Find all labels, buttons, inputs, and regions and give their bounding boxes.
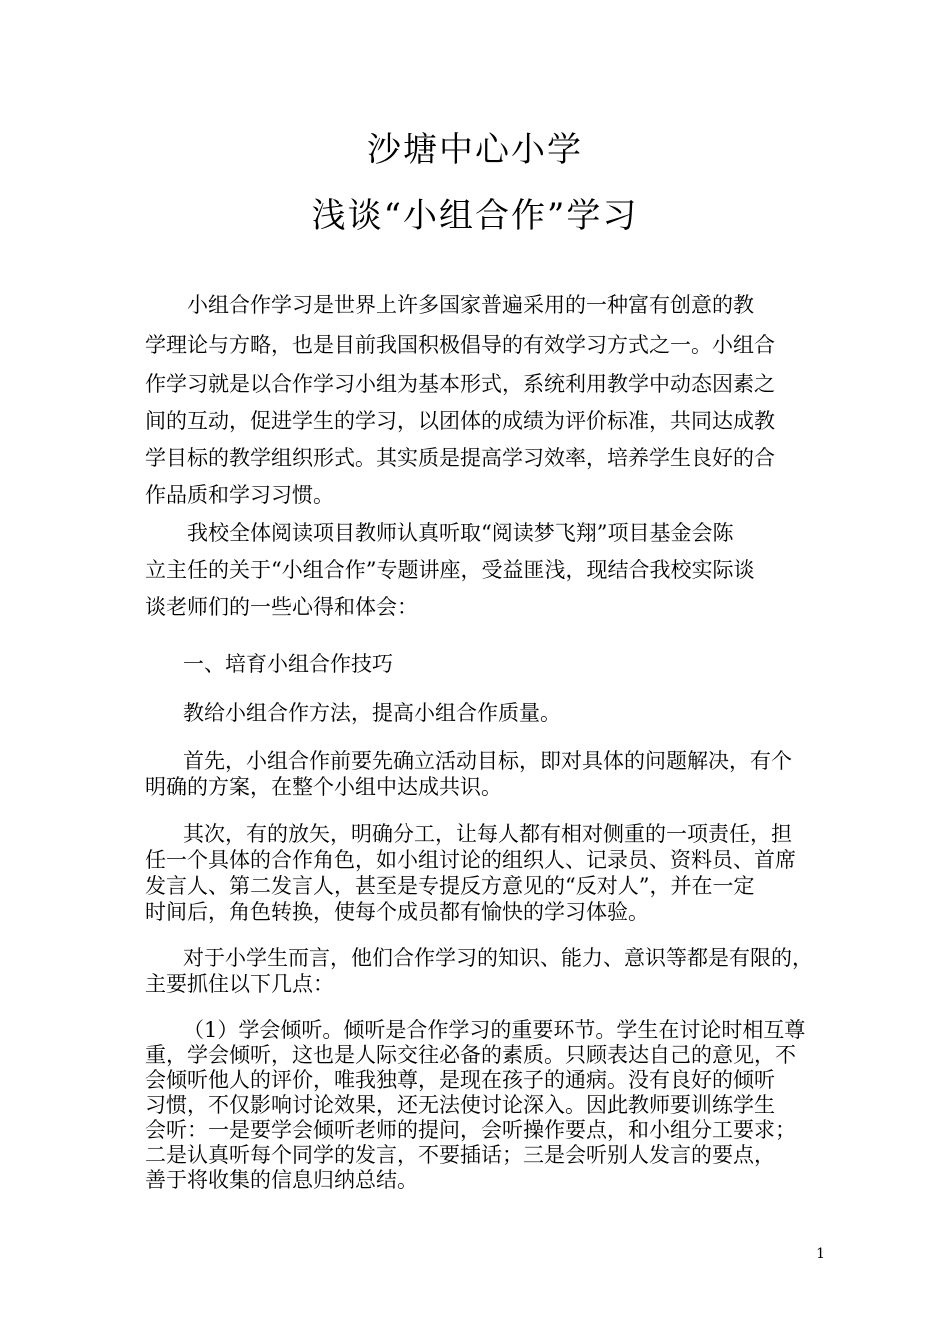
- text-line: 习惯，不仅影响讨论效果，还无法使讨论深入。因此教师要训练学生: [145, 1093, 775, 1117]
- text-line: 立主任的关于“小组合作”专题讲座，受益匪浅，现结合我校实际谈: [145, 558, 755, 582]
- text-line: 小组合作学习是世界上许多国家普遍采用的一种富有创意的教: [187, 293, 754, 317]
- text-line: 学目标的教学组织形式。其实质是提高学习效率，培养学生良好的合: [145, 446, 775, 470]
- text-line: 会倾听他人的评价，唯我独尊，是现在孩子的通病。没有良好的倾听: [145, 1068, 775, 1092]
- text-line: 作品质和学习习惯。: [145, 483, 334, 507]
- document-title: 浅谈“小组合作”学习: [311, 196, 639, 236]
- text-line: 作学习就是以合作学习小组为基本形式，系统利用教学中动态因素之: [145, 372, 775, 396]
- school-name: 沙塘中心小学: [367, 130, 583, 170]
- text-line: 间的互动，促进学生的学习，以团体的成绩为评价标准，共同达成教: [145, 409, 775, 433]
- text-line: 明确的方案，在整个小组中达成共识。: [145, 775, 502, 799]
- text-line: 会听：一是要学会倾听老师的提问，会听操作要点，和小组分工要求；: [145, 1118, 796, 1142]
- text-line: 主要抓住以下几点：: [145, 972, 334, 996]
- text-line: 谈老师们的一些心得和体会：: [145, 595, 418, 619]
- text-line: 其次，有的放矢，明确分工，让每人都有相对侧重的一项责任，担: [183, 822, 792, 846]
- page-number: 1: [816, 1246, 825, 1262]
- text-line: 二是认真听每个同学的发言，不要插话；三是会听别人发言的要点，: [145, 1143, 775, 1167]
- text-line: 重，学会倾听，这也是人际交往必备的素质。只顾表达自己的意见，不: [145, 1043, 796, 1067]
- text-line: 对于小学生而言，他们合作学习的知识、能力、意识等都是有限的，: [183, 946, 813, 970]
- text-line: 任一个具体的合作角色，如小组讨论的组织人、记录员、资料员、首席: [145, 848, 796, 872]
- section-heading: 一、培育小组合作技巧: [183, 652, 393, 676]
- text-line: 我校全体阅读项目教师认真听取“阅读梦飞翔”项目基金会陈: [187, 521, 734, 545]
- text-line: 学理论与方略，也是目前我国积极倡导的有效学习方式之一。小组合: [145, 333, 775, 357]
- text-line: 善于将收集的信息归纳总结。: [145, 1168, 418, 1192]
- text-line: 时间后，角色转换，使每个成员都有愉快的学习体验。: [145, 900, 649, 924]
- text-line: 首先，小组合作前要先确立活动目标，即对具体的问题解决，有个: [183, 749, 792, 773]
- text-line: 教给小组合作方法，提高小组合作质量。: [183, 701, 561, 725]
- text-line: （1）学会倾听。倾听是合作学习的重要环节。学生在讨论时相互尊: [183, 1018, 806, 1042]
- text-line: 发言人、第二发言人，甚至是专提反方意见的“反对人”，并在一定: [145, 874, 755, 898]
